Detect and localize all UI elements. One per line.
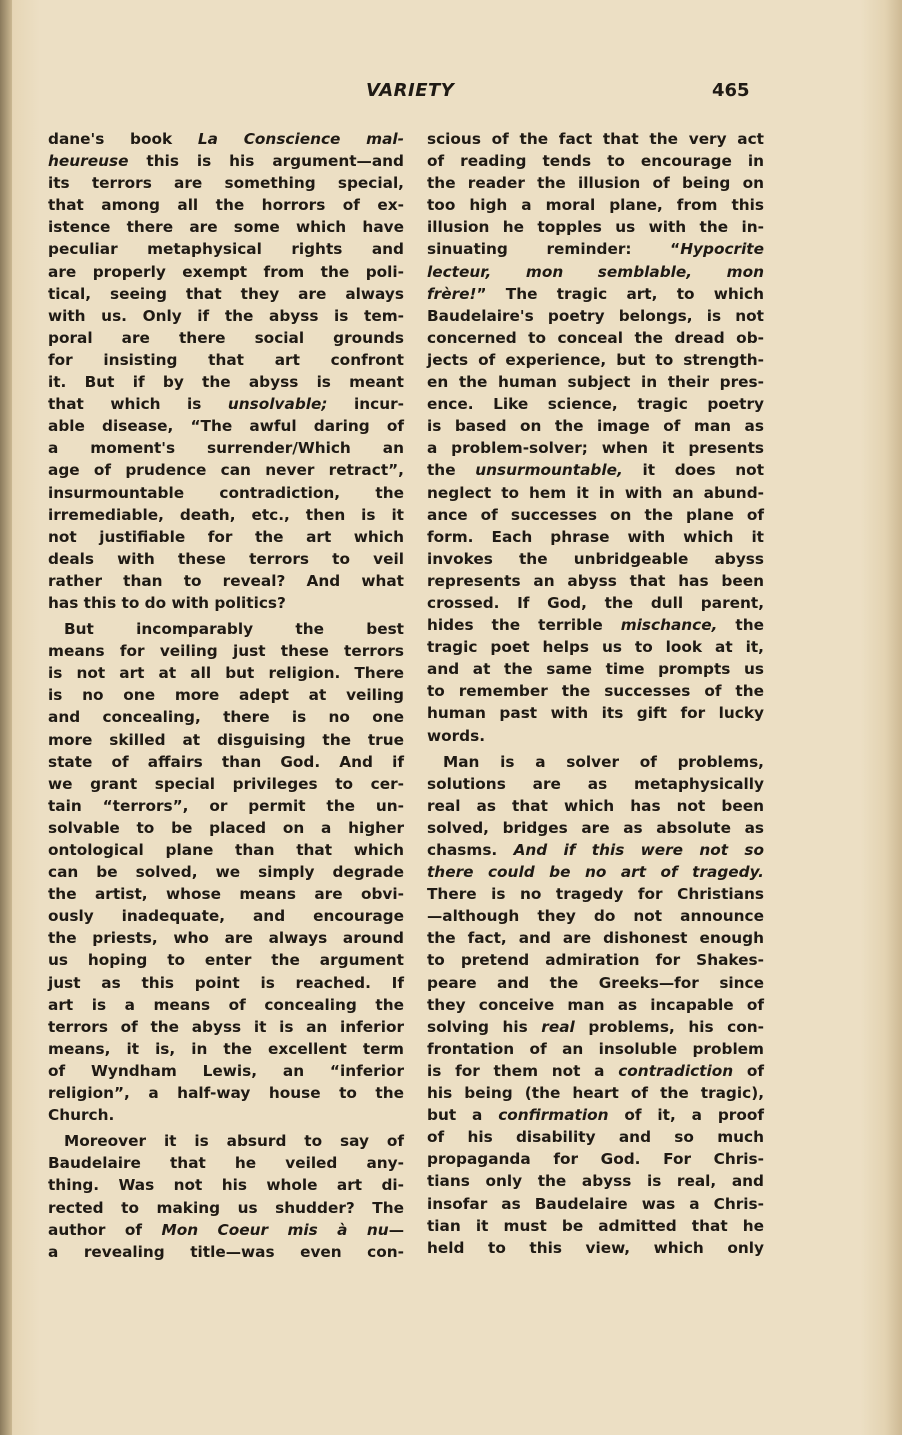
text-line xyxy=(427,128,764,150)
text-line xyxy=(427,150,764,172)
text-line xyxy=(427,1193,764,1215)
text-line xyxy=(48,570,404,592)
text-run: peculiar metaphysical rights and xyxy=(48,240,404,259)
text-line xyxy=(48,640,404,662)
text-line xyxy=(48,839,404,861)
text-line xyxy=(427,905,764,927)
text-run: author of xyxy=(48,1220,162,1239)
text-run: state of affairs than God. And if xyxy=(48,752,404,771)
text-column-right xyxy=(427,128,764,1259)
text-run: insofar as Baudelaire was a Chris- xyxy=(427,1194,764,1213)
text-line xyxy=(427,592,764,614)
text-line xyxy=(427,1104,764,1126)
text-run: solved, bridges are as absolute as xyxy=(427,818,764,837)
text-line xyxy=(48,618,404,640)
text-line xyxy=(427,1126,764,1148)
text-line xyxy=(48,283,404,305)
text-run: age of prudence can never retract”, xyxy=(48,461,404,480)
text-run: tical, seeing that they are always xyxy=(48,284,404,303)
text-line xyxy=(427,194,764,216)
italic-text-run: Mon Coeur mis à nu xyxy=(161,1220,389,1239)
text-run: its terrors are something special, xyxy=(48,174,404,193)
text-run: tian it must be admitted that he xyxy=(427,1216,764,1235)
text-run: of his disability and so much xyxy=(427,1128,764,1147)
text-run: for insisting that art confront xyxy=(48,350,404,369)
text-line xyxy=(427,327,764,349)
text-run: of it, a proof xyxy=(608,1106,764,1125)
text-line xyxy=(427,861,764,883)
text-line xyxy=(427,261,764,283)
text-run: crossed. If God, the dull parent, xyxy=(427,593,764,612)
text-run: — xyxy=(388,1220,404,1239)
text-run: istence there are some which have xyxy=(48,218,404,237)
text-run: art is a means of concealing the xyxy=(48,995,404,1014)
text-line xyxy=(48,459,404,481)
text-run: ontological plane than that which xyxy=(48,841,404,859)
text-run: us hoping to enter the argument xyxy=(48,951,404,970)
text-line xyxy=(427,437,764,459)
text-line xyxy=(48,883,404,905)
text-line xyxy=(427,371,764,393)
text-line xyxy=(48,504,404,526)
text-run: problems, his con- xyxy=(574,1017,764,1036)
text-run: ance of successes on the plane of xyxy=(427,505,764,524)
text-line xyxy=(48,1197,404,1219)
text-line xyxy=(48,1038,404,1060)
text-run: dane's book xyxy=(48,130,198,148)
text-line xyxy=(427,1082,764,1104)
text-line xyxy=(48,1174,404,1196)
text-line xyxy=(427,994,764,1016)
text-line xyxy=(48,662,404,684)
text-line xyxy=(427,548,764,570)
text-run: are properly exempt from the poli- xyxy=(48,262,404,281)
text-run: the priests, who are always around xyxy=(48,929,404,948)
text-line xyxy=(427,680,764,702)
text-line xyxy=(427,283,764,305)
text-run: rected to making us shudder? The xyxy=(48,1198,404,1217)
text-line xyxy=(48,482,404,504)
text-run: held to this view, which only xyxy=(427,1238,764,1257)
text-line xyxy=(427,526,764,548)
text-run: is for them not a xyxy=(427,1061,619,1080)
text-line xyxy=(427,1060,764,1082)
text-line xyxy=(427,1148,764,1170)
text-line xyxy=(48,773,404,795)
italic-text-run: real xyxy=(541,1017,575,1036)
text-run: with us. Only if the abyss is tem- xyxy=(48,306,404,325)
text-line xyxy=(427,393,764,415)
text-run: human past with its gift for lucky xyxy=(427,704,764,723)
text-run: But incomparably the best xyxy=(64,620,404,639)
italic-text-run: And if this were not so xyxy=(513,841,764,859)
text-run: form. Each phrase with which it xyxy=(427,527,764,546)
text-run: a revealing title—was even con- xyxy=(48,1242,404,1261)
text-run: words. xyxy=(427,726,486,745)
text-run: thing. Was not his whole art di- xyxy=(48,1176,404,1195)
text-line xyxy=(48,526,404,548)
text-line xyxy=(427,482,764,504)
page-gutter-shadow xyxy=(0,0,12,1435)
text-run: is not art at all but religion. There xyxy=(48,664,404,683)
text-line xyxy=(427,773,764,795)
text-run: tain “terrors”, or permit the un- xyxy=(48,796,404,815)
text-line xyxy=(48,592,404,614)
text-run: ” The tragic art, to which xyxy=(476,284,764,303)
text-run: terrors of the abyss it is an inferior xyxy=(48,1017,404,1036)
text-line xyxy=(427,702,764,724)
text-run: solvable to be placed on a higher xyxy=(48,818,404,837)
text-line xyxy=(427,883,764,905)
text-run: Baudelaire that he veiled any- xyxy=(48,1154,404,1173)
italic-text-run: there could be no art of tragedy. xyxy=(427,863,764,882)
text-run: represents an abyss that has been xyxy=(427,571,764,590)
text-line xyxy=(427,504,764,526)
text-line xyxy=(427,1215,764,1237)
running-title: VARIETY xyxy=(366,80,455,101)
text-line xyxy=(427,839,764,861)
italic-text-run: contradiction xyxy=(618,1061,734,1080)
text-run: ence. Like science, tragic poetry xyxy=(427,395,764,414)
text-line xyxy=(48,128,404,150)
text-line xyxy=(48,1060,404,1082)
text-line xyxy=(48,415,404,437)
text-run: of xyxy=(733,1061,764,1080)
text-run: insurmountable contradiction, the xyxy=(48,483,404,502)
text-run: peare and the Greeks—for since xyxy=(427,973,764,992)
text-line xyxy=(427,658,764,680)
text-line xyxy=(427,415,764,437)
text-line xyxy=(48,927,404,949)
text-run: jects of experience, but to strength- xyxy=(427,350,764,369)
text-line xyxy=(427,751,764,773)
text-run: not justifiable for the art which xyxy=(48,527,404,546)
text-run: Man is a solver of problems, xyxy=(443,752,764,771)
text-line xyxy=(427,636,764,658)
text-line xyxy=(48,548,404,570)
text-line xyxy=(48,972,404,994)
text-line xyxy=(48,1082,404,1104)
text-run: has this to do with politics? xyxy=(48,593,286,612)
text-run: this is his argument—and xyxy=(128,152,404,171)
text-line xyxy=(427,216,764,238)
text-run: en the human subject in their pres- xyxy=(427,373,764,392)
text-run: can be solved, we simply degrade xyxy=(48,863,404,882)
text-run: the xyxy=(427,461,476,480)
text-line xyxy=(427,172,764,194)
text-run: concerned to conceal the dread ob- xyxy=(427,328,764,347)
text-line xyxy=(48,194,404,216)
text-run: and at the same time prompts us xyxy=(427,660,764,679)
text-run: frontation of an insoluble problem xyxy=(427,1039,764,1058)
text-line xyxy=(427,614,764,636)
text-run: a problem-solver; when it presents xyxy=(427,439,764,458)
text-run: is based on the image of man as xyxy=(427,417,764,436)
italic-text-run: heureuse xyxy=(48,152,129,171)
text-run: means, it is, in the excellent term xyxy=(48,1039,404,1058)
text-line xyxy=(427,1170,764,1192)
text-run: too high a moral plane, from this xyxy=(427,196,764,215)
text-line xyxy=(48,305,404,327)
text-line xyxy=(427,1016,764,1038)
text-line xyxy=(427,949,764,971)
text-run: just as this point is reached. If xyxy=(48,973,404,992)
text-run: real as that which has not been xyxy=(427,796,764,815)
text-run: propaganda for God. For Chris- xyxy=(427,1150,764,1169)
text-line xyxy=(48,150,404,172)
text-line xyxy=(48,905,404,927)
text-line xyxy=(48,216,404,238)
text-line xyxy=(48,1016,404,1038)
text-line xyxy=(48,327,404,349)
text-line xyxy=(48,706,404,728)
text-run: of Wyndham Lewis, an “inferior xyxy=(48,1061,404,1080)
text-run: that which is xyxy=(48,395,228,414)
text-run: of reading tends to encourage in xyxy=(427,152,764,171)
text-run: ously inadequate, and encourage xyxy=(48,907,404,926)
text-run: it does not xyxy=(622,461,765,480)
text-run: is no one more adept at veiling xyxy=(48,686,404,705)
text-run: they conceive man as incapable of xyxy=(427,995,764,1014)
text-line xyxy=(48,371,404,393)
text-line xyxy=(48,1219,404,1241)
text-run: the xyxy=(717,616,765,635)
text-run: Moreover it is absurd to say of xyxy=(64,1132,404,1151)
text-line xyxy=(427,1038,764,1060)
text-run: it. But if by the abyss is meant xyxy=(48,373,404,392)
text-run: a moment's surrender/Which an xyxy=(48,439,404,458)
text-line xyxy=(427,795,764,817)
text-line xyxy=(48,751,404,773)
text-line xyxy=(48,817,404,839)
text-run: the fact, and are dishonest enough xyxy=(427,929,764,948)
text-run: —although they do not announce xyxy=(427,907,764,926)
text-line xyxy=(48,349,404,371)
text-run: sinuating reminder: “ xyxy=(427,240,681,259)
text-line xyxy=(427,725,764,747)
text-run: Baudelaire's poetry belongs, is not xyxy=(427,306,764,325)
italic-text-run: frère! xyxy=(427,284,477,303)
text-run: chasms. xyxy=(427,841,514,859)
text-line xyxy=(48,994,404,1016)
text-run: poral are there social grounds xyxy=(48,328,404,347)
text-line xyxy=(48,684,404,706)
italic-text-run: mischance, xyxy=(620,616,718,635)
text-run: invokes the unbridgeable abyss xyxy=(427,549,764,568)
italic-text-run: La Conscience mal- xyxy=(197,130,405,148)
text-run: solutions are as metaphysically xyxy=(427,774,764,793)
text-line xyxy=(427,349,764,371)
text-line xyxy=(48,261,404,283)
text-line xyxy=(427,1237,764,1259)
text-run: but a xyxy=(427,1106,499,1125)
text-run: to remember the successes of the xyxy=(427,682,764,701)
text-line xyxy=(48,1152,404,1174)
text-run: that among all the horrors of ex- xyxy=(48,196,404,215)
text-run: rather than to reveal? And what xyxy=(48,571,404,590)
text-line xyxy=(427,972,764,994)
page-number: 465 xyxy=(712,80,750,101)
text-line xyxy=(48,1241,404,1263)
text-line xyxy=(48,238,404,260)
text-run: means for veiling just these terrors xyxy=(48,642,404,661)
text-run: more skilled at disguising the true xyxy=(48,730,404,749)
text-run: scious of the fact that the very act xyxy=(427,130,764,148)
text-run: and concealing, there is no one xyxy=(48,708,404,727)
text-run: we grant special privileges to cer- xyxy=(48,774,404,793)
text-run: the artist, whose means are obvi- xyxy=(48,885,404,904)
text-line xyxy=(427,238,764,260)
italic-text-run: Hypocrite xyxy=(680,240,764,259)
text-run: neglect to hem it in with an abund- xyxy=(427,483,764,502)
italic-text-run: unsurmountable, xyxy=(475,461,623,480)
text-line xyxy=(427,459,764,481)
text-line xyxy=(48,1104,404,1126)
text-run: incur- xyxy=(327,395,404,414)
text-run: solving his xyxy=(427,1017,542,1036)
italic-text-run: lecteur, mon semblable, mon xyxy=(427,262,764,281)
text-line xyxy=(427,305,764,327)
text-run: tians only the abyss is real, and xyxy=(427,1172,764,1191)
text-run: hides the terrible xyxy=(427,616,621,635)
text-run: Church. xyxy=(48,1106,115,1125)
text-line xyxy=(48,393,404,415)
text-line xyxy=(48,1130,404,1152)
text-column-left xyxy=(48,128,404,1263)
text-line xyxy=(48,729,404,751)
text-run: the reader the illusion of being on xyxy=(427,174,764,193)
text-run: irremediable, death, etc., then is it xyxy=(48,505,404,524)
text-line xyxy=(427,570,764,592)
text-run: illusion he topples us with the in- xyxy=(427,218,764,237)
text-run: religion”, a half-way house to the xyxy=(48,1084,404,1103)
text-run: tragic poet helps us to look at it, xyxy=(427,638,764,657)
text-line xyxy=(48,861,404,883)
text-line xyxy=(48,795,404,817)
italic-text-run: confirmation xyxy=(498,1106,609,1125)
text-run: able disease, “The awful daring of xyxy=(48,417,404,436)
italic-text-run: unsolvable; xyxy=(227,395,328,414)
text-run: There is no tragedy for Christians xyxy=(427,885,764,904)
text-line xyxy=(48,172,404,194)
text-run: deals with these terrors to veil xyxy=(48,549,404,568)
text-run: his being (the heart of the tragic), xyxy=(427,1084,764,1103)
running-head xyxy=(0,80,902,110)
text-line xyxy=(427,817,764,839)
text-line xyxy=(48,437,404,459)
text-run: to pretend admiration for Shakes- xyxy=(427,951,764,970)
text-line xyxy=(48,949,404,971)
text-line xyxy=(427,927,764,949)
